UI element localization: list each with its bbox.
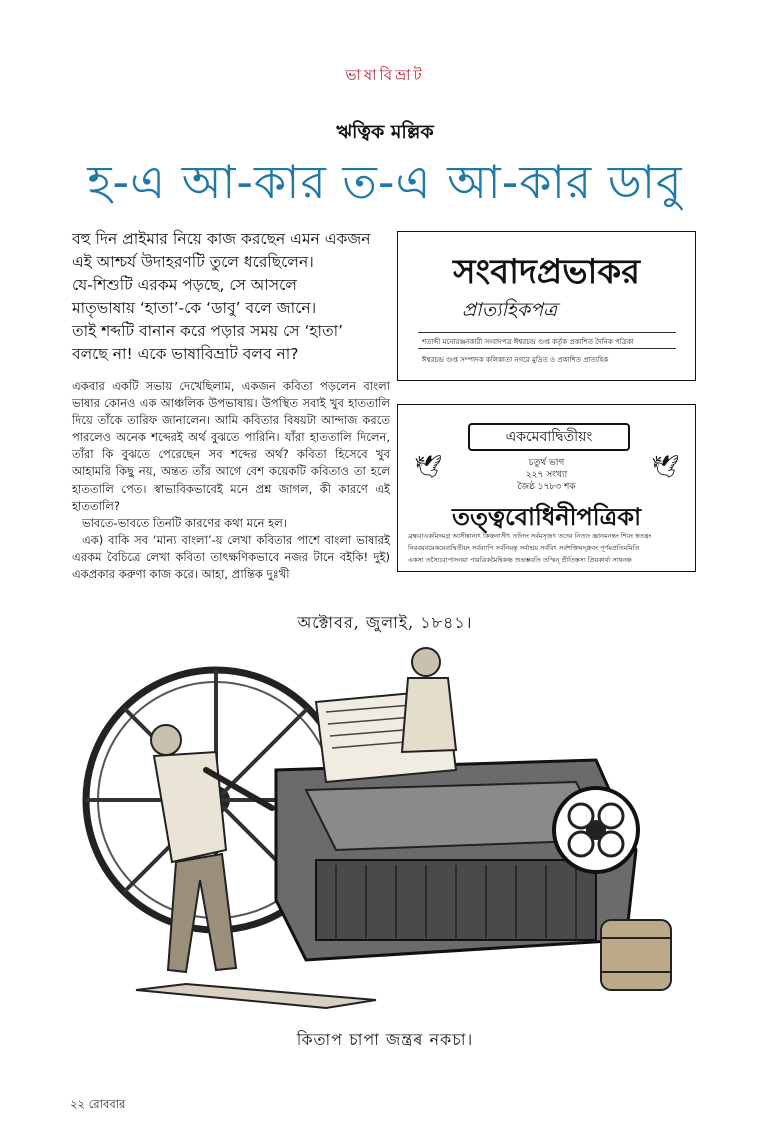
- clipping-info: ২২৭ সংখ্যা: [525, 470, 568, 480]
- intro-line: এই আশ্চর্য উদাহরণটি তুলে ধরেছিলেন।: [72, 253, 314, 271]
- intro-line: মাতৃভাষায় ‘হাতা’-কে ‘ডাবু’ বলে জানে।: [72, 299, 317, 317]
- clipping-banner: একমেবাদ্বিতীয়ং: [468, 423, 630, 451]
- intro-line: বলছে না! একে ভাষাবিভ্রাট বলব না?: [72, 345, 299, 363]
- printing-press-engraving: [76, 640, 696, 1020]
- section-label: ভাষাবিভ্রাট: [345, 66, 425, 84]
- article-title: হ-এ আ-কার ত-এ আ-কার ডাবু: [87, 155, 683, 209]
- divider: [418, 332, 676, 333]
- newspaper-clipping-tattvabodhini: [397, 404, 696, 572]
- plate-caption-top: অক্টোবর, জুলাই, ১৮৪১।: [297, 613, 473, 632]
- clipping-info: চতুর্থ ভাগ: [528, 458, 565, 468]
- clipping-line: ব্রহ্মবাএকমিদমগ্র আসীন্নান্যৎ কিঞ্চনাসীৎ তদিদং সর্বমসৃজৎ তদেব নিত্যং জ্ঞানমনন্তং শিবং স্বতন্ত্রং: [408, 532, 652, 540]
- intro-line: তাই শব্দটি বানান করে পড়ার সময় সে ‘হাতা’: [72, 322, 344, 340]
- page-footer: [70, 1096, 125, 1115]
- clipping-info: জৈষ্ঠ ১৭৮৩ শক: [517, 482, 576, 492]
- clipping-line: নিরবয়বমেকমেবাদ্বিতীয়ং সর্বব্যাপি সর্বনিয়ন্তৃ সর্বাশ্রয় সর্ববিৎ সর্বশক্তিমদ্ধ্রুবং পূর্ণমপ্রতিমমিতি: [408, 544, 640, 552]
- publication-name: রোববার: [88, 1097, 126, 1111]
- intro-standfirst: [72, 228, 388, 366]
- clipping-line: ঈশ্বরচন্দ্র গুপ্ত সম্পাদক কলিকাতা নগরে মুদ্রিত ও প্রকাশিত প্রাত্যহিক: [422, 356, 609, 364]
- divider: [418, 348, 676, 349]
- bird-icon: 🕊: [414, 455, 442, 480]
- clipping-masthead: তত্ত্ববোধিনীপত্রিকা: [451, 502, 642, 531]
- body-paragraph: একবার একটি সভায় দেখেছিলাম, একজন কবিতা পড়লেন বাংলা ভাষার কোনও এক আঞ্চলিক উপভাষায়। উপস্থিত সবাই খুব হাততালি দিয়ে তাঁকে তারিফ জানালেন। আমি কবিতার বিষয়টা আন্দাজ করতে পারলেও অনেক শব্দেরই অর্থ বুঝতে পারিনি। যাঁরা হাততালি দিলেন, তাঁরা কি বুঝতে পেরেছেন সব শব্দের অর্থ? কবিতা হিসেবে খুব আহামরি কিছু নয়, অন্তত তাঁর আগে বেশ কয়েকটি কবিতাও তা হলে হাততালি পেত। স্বাভাবিকভাবেই মনে প্রশ্ন জাগল, কী কারণে এই হাততালি?: [72, 379, 390, 513]
- article-body: [72, 378, 390, 583]
- author-name: ঋত্বিক মল্লিক: [336, 121, 434, 143]
- clipping-masthead: সংবাদপ্রভাকর: [453, 252, 640, 292]
- clipping-subtitle: প্রাত্যহিকপত্র: [462, 299, 558, 321]
- intro-line: বহু দিন প্রাইমার নিয়ে কাজ করছেন এমন একজন: [72, 230, 371, 248]
- body-paragraph: ভাবতে-ভাবতে তিনটি কারণের কথা মনে হল।: [82, 515, 287, 530]
- body-paragraph: এক) বাকি সব ‘মান্য বাংলা’-য় লেখা কবিতার পাশে বাংলা ভাষারই এরকম বৈচিত্রে লেখা কবিতা তাৎক্ষণিকভাবে নজর টানে বইকি! দুই) একপ্রকার করুণা কাজ করে। আহা, প্রান্তিক দুঃখী: [72, 532, 390, 582]
- intro-line: যে-শিশুটি এরকম পড়ছে, সে আসলে: [72, 276, 297, 294]
- plate-caption-bottom: কিতাপ চাপা জন্ত্রৰ নকচা।: [296, 1030, 474, 1049]
- bird-icon: 🕊: [651, 455, 679, 480]
- page-number: ২২: [70, 1097, 85, 1111]
- newspaper-clipping-sambad-prabhakar: [397, 231, 696, 381]
- clipping-line: শতাব্দী মনোরঞ্জনকারী সংবাদপত্র ঈশ্বরচন্দ্র গুপ্ত কর্তৃক প্রকাশিত দৈনিক পত্রিকা: [422, 338, 634, 346]
- clipping-line: একস্য তস্যৈবোপাসনয়া পারত্রিকমৈহিকঞ্চ শুভম্ভবতি তস্মিন্ প্রীতিস্তস্য প্রিয়কার্য্য সাধনঞ্চ: [408, 556, 632, 564]
